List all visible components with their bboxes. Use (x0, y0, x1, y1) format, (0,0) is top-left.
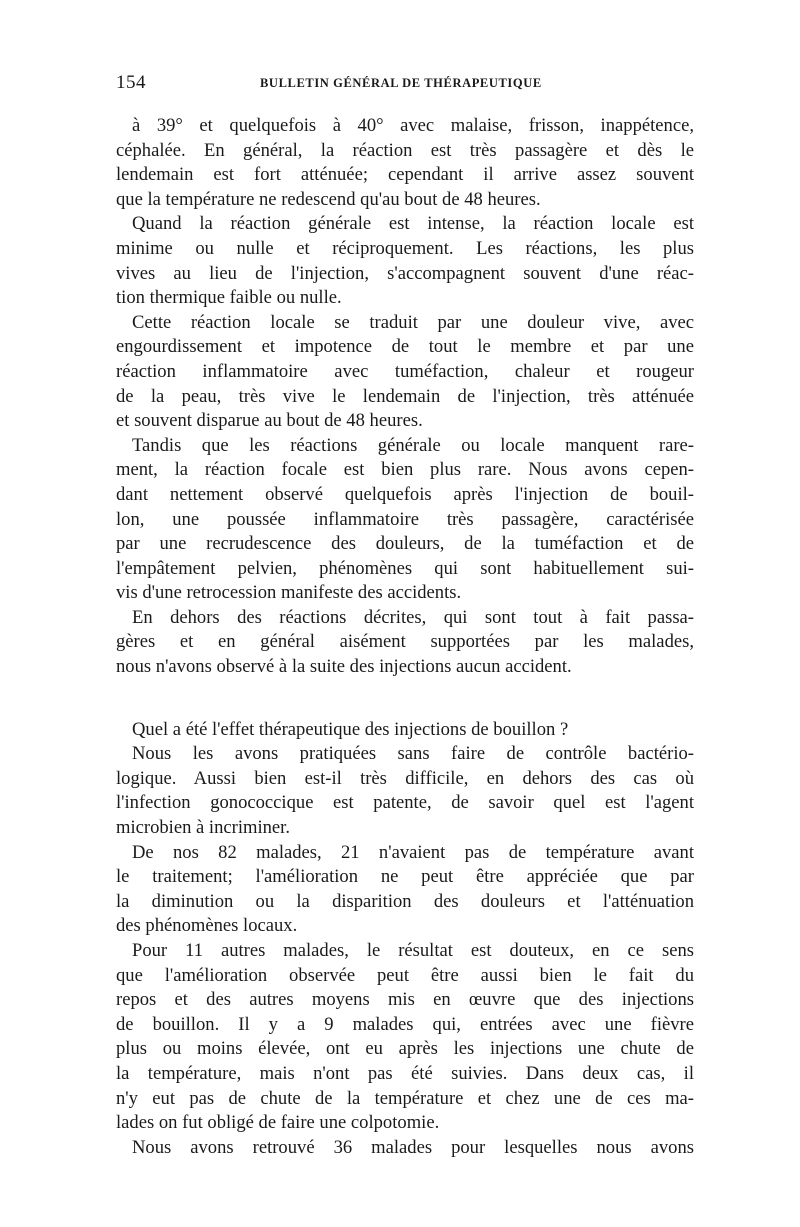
paragraph (116, 114, 694, 212)
text-line: repos et des autres moyens mis en œuvre que des injections (116, 989, 694, 1011)
text-line: n'y eut pas de chute de la température et chez une de ces ma- (116, 1087, 694, 1109)
text-line: de bouillon. Il y a 9 malades qui, entrées avec une fièvre (116, 1013, 694, 1035)
text-line: En dehors des réactions décrites, qui sont tout à fait passa- (132, 606, 694, 628)
section-gap (116, 680, 694, 718)
text-line: ment, la réaction focale est bien plus rare. Nous avons cepen- (116, 459, 694, 481)
text-line: lades on fut obligé de faire une colpotomie. (116, 1112, 440, 1134)
page-header (116, 72, 694, 98)
paragraph (116, 1136, 694, 1161)
paragraph (116, 434, 694, 606)
text-line: engourdissement et impotence de tout le membre et par une (116, 336, 694, 358)
text-line: Pour 11 autres malades, le résultat est douteux, en ce sens (132, 940, 694, 961)
text-line: vives au lieu de l'injection, s'accompagnent souvent d'une réac- (116, 262, 694, 284)
text-line: nous n'avons observé à la suite des injections aucun accident. (116, 656, 572, 678)
paragraph (116, 718, 694, 743)
text-line: Nous les avons pratiquées sans faire de contrôle bactério- (132, 743, 694, 765)
text-line: l'empâtement pelvien, phénomènes qui sont habituellement sui- (116, 557, 694, 579)
paragraph (116, 939, 694, 1136)
paragraph (116, 212, 694, 310)
text-line: logique. Aussi bien est-il très difficile, en dehors des cas où (116, 767, 694, 789)
text-line: plus ou moins élevée, ont eu après les injections une chute de (116, 1038, 694, 1060)
text-line: dant nettement observé quelquefois après l'injection de bouil- (116, 483, 694, 505)
text-line: Tandis que les réactions générale ou locale manquent rare- (132, 434, 694, 456)
text-line: vis d'une retrocession manifeste des accidents. (116, 582, 462, 604)
page-number: 154 (116, 72, 146, 93)
paragraph (116, 606, 694, 680)
text-line: lon, une poussée inflammatoire très passagère, caractérisée (116, 508, 694, 530)
text-line: gères et en général aisément supportées par les malades, (116, 631, 694, 653)
text-line: Quand la réaction générale est intense, la réaction locale est (132, 213, 694, 235)
text-line: des phénomènes locaux. (116, 915, 298, 937)
paragraph (116, 742, 694, 840)
text-line: réaction inflammatoire avec tuméfaction, chaleur et rougeur (116, 360, 694, 382)
body-text (116, 114, 694, 1160)
text-line: le traitement; l'amélioration ne peut être appréciée que par (116, 866, 694, 888)
text-line: Cette réaction locale se traduit par une douleur vive, avec (132, 311, 694, 333)
text-line: tion thermique faible ou nulle. (116, 287, 342, 309)
text-line: et souvent disparue au bout de 48 heures. (116, 410, 423, 432)
text-line: minime ou nulle et réciproquement. Les réactions, les plus (116, 237, 694, 259)
text-line: la température, mais n'ont pas été suivies. Dans deux cas, il (116, 1062, 694, 1084)
text-line: par une recrudescence des douleurs, de la tuméfaction et de (116, 533, 694, 555)
text-line: à 39° et quelquefois à 40° avec malaise, frisson, inappétence, (132, 115, 694, 136)
text-line: microbien à incriminer. (116, 817, 290, 839)
running-title: BULLETIN GÉNÉRAL DE THÉRAPEUTIQUE (260, 76, 542, 90)
text-line: de la peau, très vive le lendemain de l'injection, très atténuée (116, 385, 694, 407)
text-line: que la température ne redescend qu'au bout de 48 heures. (116, 188, 541, 210)
text-line: céphalée. En général, la réaction est très passagère et dès le (116, 139, 694, 161)
text-line: De nos 82 malades, 21 n'avaient pas de température avant (132, 841, 694, 863)
paragraph (116, 311, 694, 434)
paragraph (116, 841, 694, 939)
text-line: lendemain est fort atténuée; cependant il arrive assez souvent (116, 164, 694, 186)
text-line: Nous avons retrouvé 36 malades pour lesquelles nous avons (132, 1136, 694, 1158)
text-line: l'infection gonococcique est patente, de savoir quel est l'agent (116, 792, 694, 814)
text-line: que l'amélioration observée peut être aussi bien le fait du (116, 964, 694, 986)
text-line: Quel a été l'effet thérapeutique des injections de bouillon ? (132, 718, 569, 740)
text-line: la diminution ou la disparition des douleurs et l'atténuation (116, 890, 694, 912)
